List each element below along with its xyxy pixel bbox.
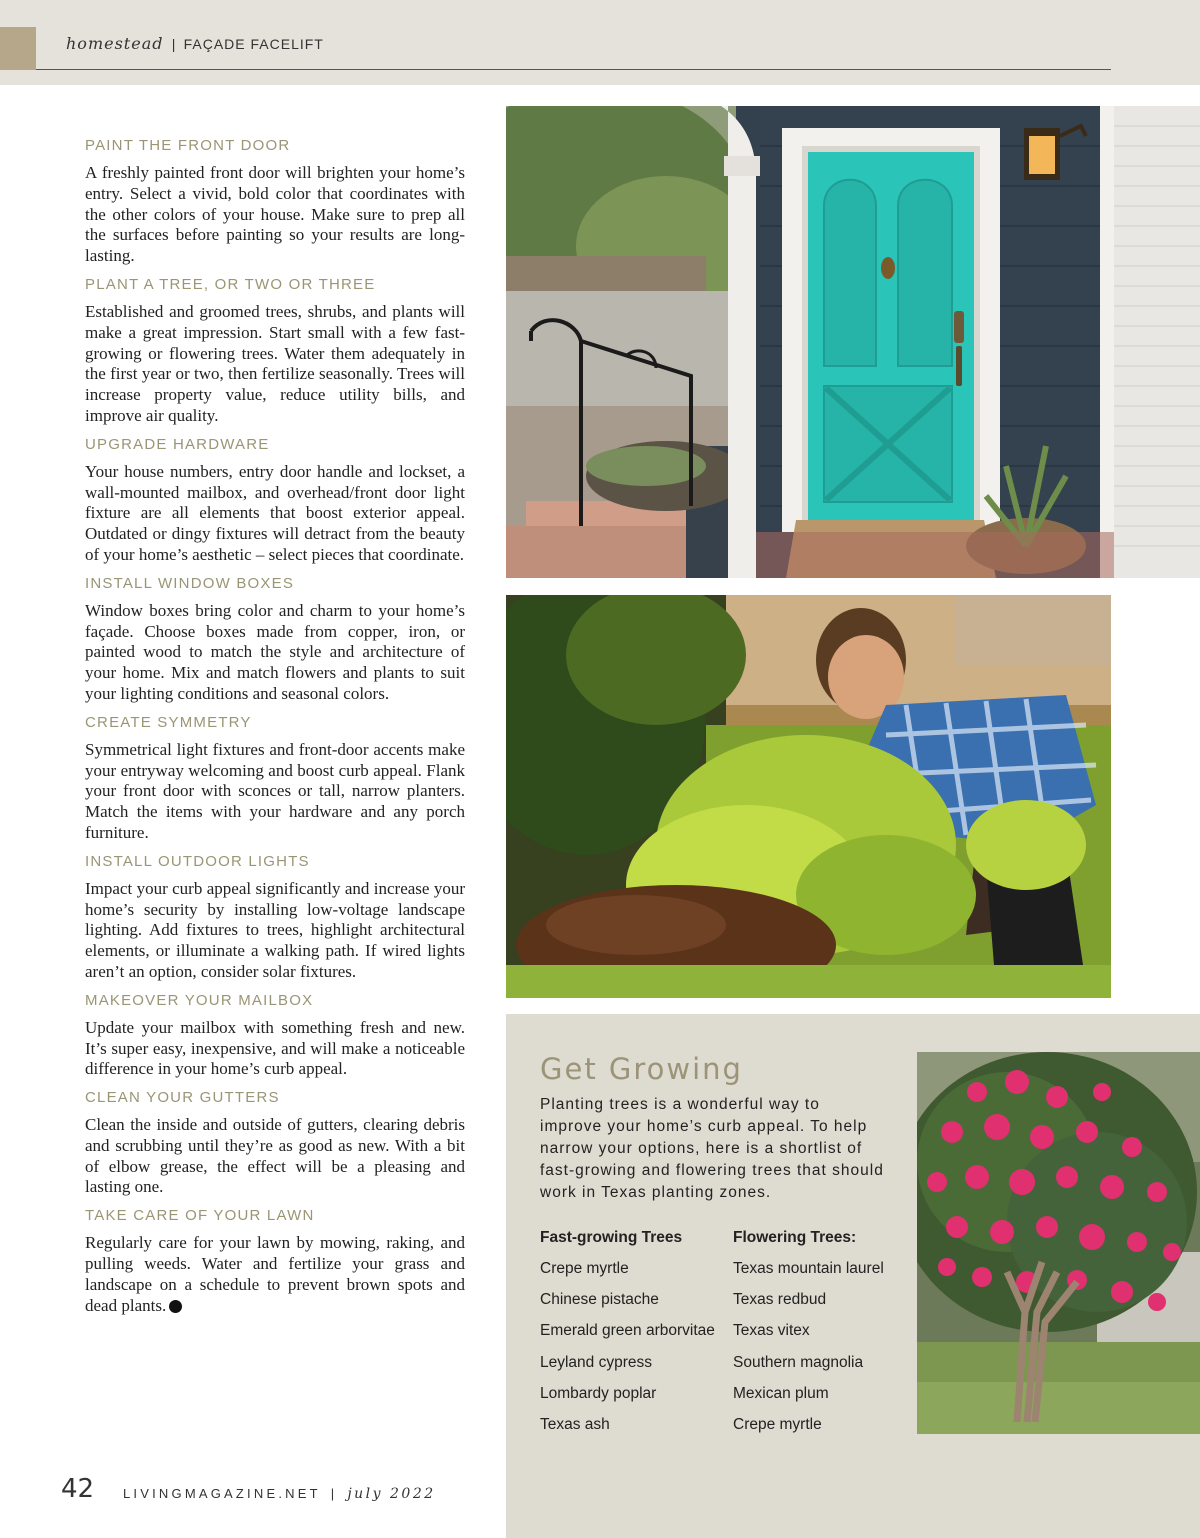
tip-body: Clean the inside and outside of gutters, clearing debris and scrubbing until they’re as good as new. With a bit of elbow grease, the effect will be a pleasing and lasting one. bbox=[85, 1115, 465, 1197]
tip-heading: PAINT THE FRONT DOOR bbox=[85, 137, 291, 154]
tip-body: A freshly painted front door will brighten your home’s entry. Select a vivid, bold color that coordinates with the other colors of your house. Make sure to prep all the surfaces before painting so your results are long-lasting. bbox=[85, 163, 465, 266]
header-separator: | bbox=[171, 36, 176, 52]
tip-heading: MAKEOVER YOUR MAILBOX bbox=[85, 991, 314, 1009]
list-item: Chinese pistache bbox=[540, 1291, 659, 1309]
tip-mailbox bbox=[85, 992, 465, 1080]
tip-window-boxes bbox=[85, 575, 465, 705]
list-item: Lombardy poplar bbox=[540, 1384, 657, 1402]
gardening-photo bbox=[506, 595, 1111, 998]
flowering-list bbox=[733, 1228, 903, 1446]
header-tab bbox=[0, 27, 36, 70]
tip-body: Window boxes bring color and charm to your home’s façade. Choose boxes made from copper, iron, or painted wood to match the style and architecture of your home. Mix and match flowers and plants to suit your lighting conditions and seasonal colors. bbox=[85, 600, 465, 703]
tip-heading: INSTALL WINDOW BOXES bbox=[85, 574, 295, 592]
footer-site: LIVINGMAGAZINE.NET bbox=[123, 1486, 321, 1501]
tip-lawn bbox=[85, 1207, 465, 1316]
tip-body: Impact your curb appeal significantly and increase your home’s security by installing low-voltage landscape lighting. Add fixtures to trees, highlight architectural elements, or illuminate a walking path. If wired lights aren’t an option, consider solar fixtures. bbox=[85, 878, 465, 981]
tip-heading: CLEAN YOUR GUTTERS bbox=[85, 1089, 280, 1107]
list-item: Crepe myrtle bbox=[540, 1260, 629, 1277]
tip-heading: PLANT A TREE, OR TWO OR THREE bbox=[85, 275, 376, 293]
list-item: Texas ash bbox=[540, 1415, 610, 1433]
list-item: Mexican plum bbox=[733, 1384, 829, 1402]
footer-separator: | bbox=[330, 1486, 338, 1501]
tip-heading: TAKE CARE OF YOUR LAWN bbox=[85, 1207, 315, 1225]
tip-plant-tree bbox=[85, 276, 465, 427]
front-door-photo bbox=[506, 106, 1200, 578]
page-number: 42 bbox=[61, 1474, 95, 1504]
tip-gutters bbox=[85, 1089, 465, 1198]
tip-body: Established and groomed trees, shrubs, and plants will make a great impression. Start small with a few fast-growing or flowering trees. Water them adequately in the first year or two, then fertilize seasonally. Trees will increase property value, reduce utility bills, and improve air quality. bbox=[85, 301, 465, 425]
footer-credit bbox=[123, 1486, 436, 1502]
tip-body-text: Regularly care for your lawn by mowing, raking, and pulling weeds. Water and fertilize your grass and landscape on a schedule to prevent brown spots and dead plants. bbox=[85, 1233, 465, 1315]
crepe-myrtle-photo bbox=[917, 1052, 1200, 1434]
tip-heading: INSTALL OUTDOOR LIGHTS bbox=[85, 852, 310, 870]
header-brand: homestead bbox=[66, 34, 164, 53]
list-item: Texas redbud bbox=[733, 1291, 827, 1309]
sidebar-intro: Planting trees is a wonderful way to improve your home’s curb appeal. To help narrow your options, here is a shortlist of fast-growing and flowering trees that should work in Texas planting zones. bbox=[540, 1096, 884, 1201]
tip-symmetry bbox=[85, 714, 465, 844]
tip-upgrade-hardware bbox=[85, 436, 465, 566]
tips-column bbox=[85, 137, 465, 1325]
tip-outdoor-lights bbox=[85, 853, 465, 983]
footer-date: july 2022 bbox=[347, 1486, 436, 1502]
list-item: Texas mountain laurel bbox=[733, 1260, 884, 1277]
tip-heading: CREATE SYMMETRY bbox=[85, 713, 252, 731]
list-heading: Fast-growing Trees bbox=[540, 1229, 683, 1246]
tip-body: Symmetrical light fixtures and front-door accents make your entryway welcoming and boost curb appeal. Flank your front door with sconces or tall, narrow planters. Match the items with your hardware and any porch furniture. bbox=[85, 739, 465, 842]
list-item: Texas vitex bbox=[733, 1322, 810, 1340]
list-item: Emerald green arborvitae bbox=[540, 1322, 715, 1340]
tip-heading: UPGRADE HARDWARE bbox=[85, 435, 270, 453]
sidebar-title: Get Growing bbox=[540, 1052, 743, 1086]
list-item: Southern magnolia bbox=[733, 1353, 864, 1371]
running-header bbox=[66, 34, 324, 54]
header-section: FAÇADE FACELIFT bbox=[183, 36, 324, 52]
tip-paint-door bbox=[85, 137, 465, 267]
list-item: Crepe myrtle bbox=[733, 1415, 822, 1433]
tip-body bbox=[85, 1233, 465, 1316]
list-heading: Flowering Trees: bbox=[733, 1229, 857, 1246]
tip-body: Update your mailbox with something fresh and new. It’s super easy, inexpensive, and will make a noticeable difference in your home’s curb appeal. bbox=[85, 1017, 465, 1079]
list-item: Leyland cypress bbox=[540, 1353, 653, 1371]
end-mark-icon bbox=[169, 1300, 182, 1313]
tip-body: Your house numbers, entry door handle and lockset, a wall-mounted mailbox, and overhead/front door light fixture are all elements that boost exterior appeal. Outdated or dingy fixtures will detract from the beauty of your home’s aesthetic – select pieces that coordinate. bbox=[85, 461, 465, 564]
fast-growing-list bbox=[540, 1228, 730, 1446]
header-rule bbox=[36, 69, 1111, 70]
